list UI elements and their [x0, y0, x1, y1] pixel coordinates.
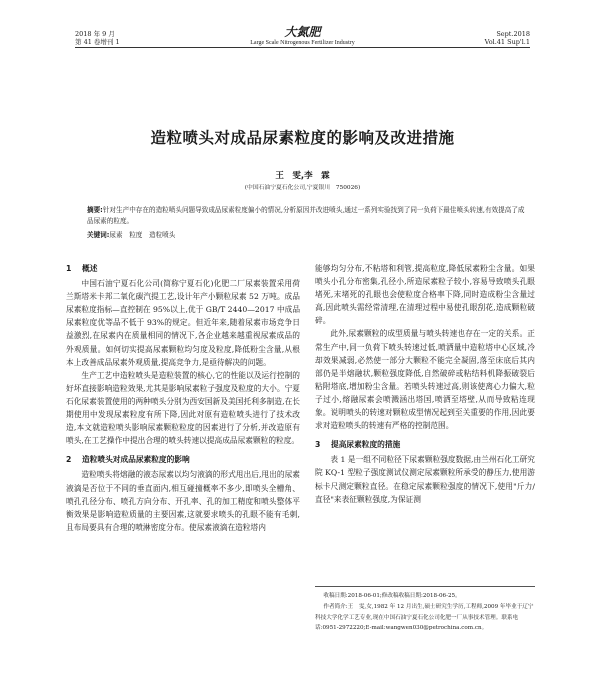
section-title: 造粒喷头对成品尿素粒度的影响	[82, 455, 190, 465]
paragraph: 能够均匀分布,不粘塔和利管,提高粒度,降低尿素粉尘含量。如果喷头小孔分布密集,孔径小,所造尿素粒子较小,容易导致喷头孔眼堵死,末堵死的孔眼也会使粒度合格率下降,同时造成粉尘含量过高,因此喷头需经常清理,在清理过程中易使孔眼刮花,造成颗粒破碎。	[315, 264, 535, 326]
section-title: 提高尿素粒度的措施	[331, 440, 401, 450]
article-authors: 王 雯,李 霖	[275, 171, 330, 181]
keywords-label: 关键词:	[87, 231, 110, 239]
keywords	[87, 230, 527, 241]
abstract	[87, 205, 527, 227]
page-header	[75, 22, 530, 48]
issue-volume-cn: 第 41 卷增刊 1	[75, 38, 120, 46]
received-date: 收稿日期:2018-06-01;修改稿收稿日期:2018-06-25。	[323, 593, 461, 599]
section-heading-1	[66, 262, 300, 275]
issue-date-cn: 2018 年 9 月	[75, 30, 115, 38]
author-affiliation: (中国石油宁夏石化公司,宁夏银川 750026)	[244, 185, 361, 191]
section-title: 概述	[82, 264, 98, 273]
paragraph: 表 1 是一组不同粒径下尿素颗粒强度数据,由兰州石化工研究院 KQ-1 型粒子强度测试仪测定尿素颗粒所承受的静压力,使用游标卡尺测定颗粒直径。在稳定尿素颗粒强度的情况下,使用"斤力/直径"来表征颗粒强度,为保证测	[315, 455, 535, 504]
paragraph: 中国石油宁夏石化公司(简称宁夏石化)化肥二厂尿素装置采用荷兰斯塔米卡邦二氧化碳汽提工艺,设计年产小颗粒尿素 52 万吨。成品尿素粒度指标—直控制在 95%以上,优于 GB/T 2440—2017 中成品尿素粒度优等品不低于 93%的规定。但近年来,随着尿素市场竞争日益激烈,在尿素内在质量相同的情况下,各企业越来越重视尿素成品的外观质量。如何切实提高尿素颗粒均匀度及粒度,降低粉尘含量,从根本上改善成品尿素外观质量,提高竞争力,是亟待解决的问题。	[66, 279, 301, 367]
section-number: 2	[66, 455, 72, 465]
journal-name-en: Large Scale Nitrogenous Fertilizer Industry	[250, 40, 355, 46]
issue-date-en: Sept.2018	[496, 30, 530, 38]
journal-logo: 大氮肥	[284, 25, 321, 39]
keywords-text: 尿素 粒度 造粒喷头	[109, 231, 176, 239]
paragraph: 此外,尿素颗粒的成型质量与喷头转速也存在一定的关系。正常生产中,同一负荷下喷头转速过低,喷洒量中造粒塔中心区域,冷却效果减弱,必然使一部分大颗粒不能完全凝固,落至床底后其内部仍是半熔融状,颗粒强度降低,自然破碎或粘结料机降振破裂后粘附塔底,增加粉尘含量。若喷头转速过高,则该使离心力偏大,粒子过小,熔融尿素会喷溅涵出塔国,喷洒至塔壁,从而导致粘连现象。说明喷头的转速对颗粒成型情况起到至关重要的作用,因此要求对造粒喷头的转速有严格的控制范围。	[315, 329, 535, 431]
journal-masthead	[75, 26, 530, 47]
paragraph: 造粒喷头将熔融的液态尿素以均匀液滴的形式甩出后,甩出的尿素液滴是否位于不同的垂直面内,相互碰撞概率不多少,即喷头全槽角、喷孔孔径分布、喷孔方向分布、开孔率、孔的加工精度和喷头整体平衡效果是影响造粒质量的主要因素,这就要求喷头的孔眼不能有毛刺,且布局要具有合理的喷淋密度分布。使尿素液滴在造粒塔内	[66, 470, 300, 532]
footnote	[315, 586, 535, 634]
section-heading-2	[66, 453, 300, 466]
abstract-text: 针对生产中存在的造粒喷头问题导致成品尿素粒度偏小的情况,分析原因并改进喷头,通过一系列实验找到了同一负荷下最佳喷头转速,有效提高了成品尿素的粒度。	[87, 206, 525, 225]
abstract-label: 摘要:	[87, 206, 103, 214]
author-bio: 作者简介:王 雯,女,1982 年 12 月出生,硕士研究生学历,工程师,2009 年毕业于辽宁科技大学化学工艺专业,现在中国石油宁夏石化公司化肥一厂从事技术管理。联系电话:0951-2972220;E-mail:wangwen030@petrochina.com.cn。	[315, 603, 534, 632]
body-column-right	[315, 262, 535, 506]
body-column-left	[66, 262, 300, 534]
issue-info-en	[485, 30, 530, 46]
section-number: 1	[66, 264, 72, 273]
paragraph: 生产工艺中造粒喷头是造粒装置的核心,它的性能以及运行控制的好坏直接影响造粒效果,尤其是影响尿素粒子强度及粒度的大小。宁夏石化尿素装置使用的两种喷头分别为西安国新及美国托利多制造,在长期使用中发现尿素粒度有所下降,因此对原有造粒喷头进行了技术改造,本文就造粒喷头影响尿素颗粒粒度的因素进行了分析,并改造原有喷头,在工艺操作中提出合理的喷头转速以提高成品尿素颗粒的粒度。	[66, 370, 300, 446]
section-number: 3	[315, 440, 321, 450]
issue-volume-en: Vol.41 Sup'l.1	[484, 38, 530, 46]
section-heading-3	[315, 438, 535, 451]
article-title: 造粒喷头对成品尿素粒度的影响及改进措施	[150, 129, 455, 147]
